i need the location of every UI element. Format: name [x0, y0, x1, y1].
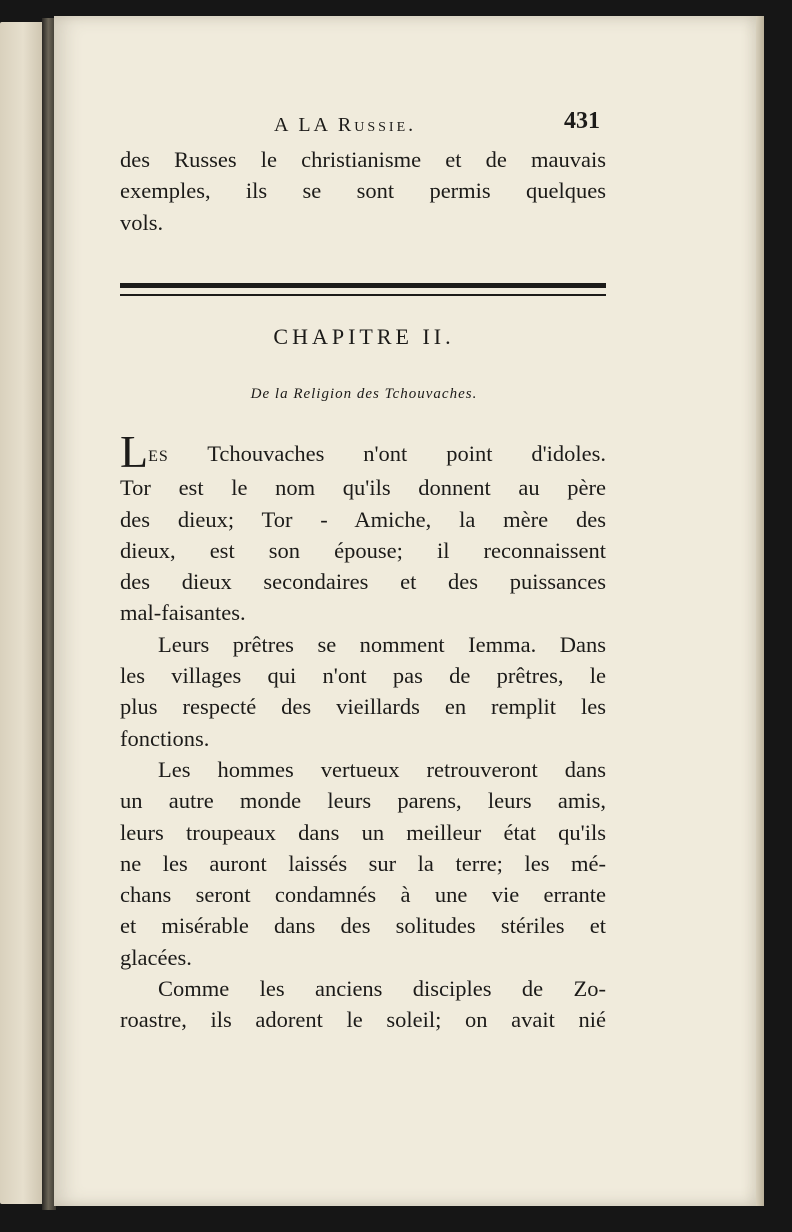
chapter-rule-thin: [120, 294, 606, 296]
chapter-title: CHAPITRE II.: [273, 324, 455, 349]
chapter-body: [120, 426, 606, 1036]
text-line: des dieux; Tor - Amiche, la mère des: [120, 506, 606, 532]
text-line: fonctions.: [120, 725, 210, 751]
text-line: glacées.: [120, 944, 192, 970]
text-line: Tor est le nom qu'ils donnent au père: [120, 475, 606, 501]
text-line: un autre monde leurs parens, leurs amis,: [120, 788, 606, 814]
text-line: mal-faisantes.: [120, 600, 246, 626]
text-line: vols.: [120, 209, 164, 235]
text-line: des Russes le christianisme et de mauvais: [120, 147, 606, 172]
previous-page-edge: [0, 22, 42, 1204]
book-page: [54, 16, 756, 1206]
page-fore-edge: [756, 16, 764, 1206]
text-line: chans seront condamnés à une vie errante: [120, 882, 606, 908]
small-caps-text: ES: [148, 448, 169, 465]
running-head-title: A LA Russie.: [274, 114, 417, 136]
text-line: Les hommes vertueux retrouveront dans: [158, 756, 606, 782]
text-line: Comme les anciens disciples de Zo-: [158, 976, 606, 1002]
text-line: dieux, est son épouse; il reconnaissent: [120, 537, 606, 563]
text-line: exemples, ils se sont permis quelques: [120, 178, 606, 204]
chapter-subtitle: De la Religion des Tchouvaches.: [250, 386, 478, 402]
carry-over-text: [120, 144, 606, 238]
chapter-rule-thick: [120, 283, 606, 288]
text-line: et misérable dans des solitudes stériles et: [120, 913, 606, 939]
text-line-rest: Tchouvaches n'ont point d'idoles.: [168, 441, 606, 466]
text-line: leurs troupeaux dans un meilleur état qu'ils: [120, 819, 606, 845]
text-line: les villages qui n'ont pas de prêtres, le: [120, 663, 606, 689]
text-line-with-drop-cap: [120, 426, 606, 477]
text-line: Leurs prêtres se nomment Iemma. Dans: [158, 631, 606, 657]
running-head: [54, 102, 756, 142]
text-line: plus respecté des vieillards en remplit les: [120, 694, 606, 720]
text-line: ne les auront laissés sur la terre; les mé-: [120, 850, 606, 876]
text-line: des dieux secondaires et des puissances: [120, 569, 606, 595]
page-number: 431: [564, 108, 600, 134]
drop-cap: L: [120, 426, 149, 477]
text-line: roastre, ils adorent le soleil; on avait nié: [120, 1007, 606, 1033]
